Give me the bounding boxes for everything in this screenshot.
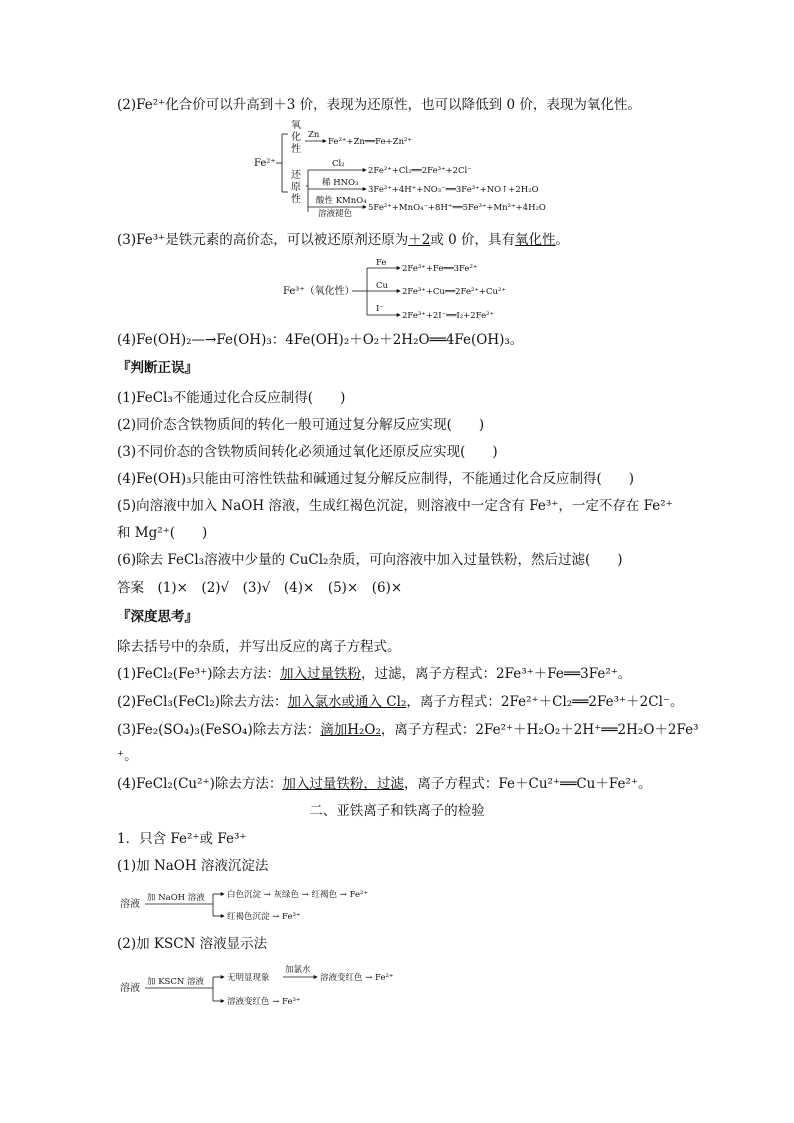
think-q2: (2)FeCl₃(FeCl₂)除去方法：加入氯水或通入 Cl₂，离子方程式：2Fe²⁺＋Cl₂══2Fe³⁺＋2Cl⁻。 (117, 694, 684, 710)
ox-label-3: 性 (291, 144, 301, 155)
think-title: 『深度思考』 (117, 609, 198, 625)
judge-item-6: (6)除去 FeCl₃溶液中少量的 CuCl₂杂质，可向溶液中加入过量铁粉，然后过滤( ) (117, 552, 623, 568)
ox-label-2: 化 (291, 132, 301, 143)
i-reagent: I⁻ (376, 304, 384, 314)
red-label-2: 原 (291, 182, 301, 193)
kscn-top-b: 溶液变红色 → Fe²⁺ (320, 973, 394, 983)
section2-sub1: 1．只含 Fe²⁺或 Fe³⁺ (117, 831, 247, 847)
judge-item-1: (1)FeCl₃不能通过化合反应制得( ) (117, 390, 346, 406)
kmno4-reagent: 酸性 KMnO₄ (316, 196, 367, 206)
think-q4: (4)FeCl₂(Cu²⁺)除去方法：加入过量铁粉，过滤，离子方程式：Fe＋Cu²⁺══Cu＋Fe²⁺。 (117, 776, 652, 792)
fe-equation: 2Fe³⁺+Fe══3Fe²⁺ (402, 264, 478, 274)
naoh-top-chain: 白色沉淀 → 灰绿色 → 红褐色 → Fe²⁺ (227, 890, 368, 900)
think-q3-cont: ⁺。 (117, 748, 138, 764)
naoh-bottom-chain: 红褐色沉淀 → Fe³⁺ (227, 912, 301, 922)
cl2-equation: 2Fe²⁺+Cl₂══2Fe³⁺+2Cl⁻ (368, 166, 472, 176)
kscn-top-reagent: 加氯水 (285, 965, 311, 975)
fe3-property-line: (3)Fe³⁺是铁元素的高价态，可以被还原剂还原为＋2或 0 价，具有氧化性。 (117, 232, 570, 248)
fe2-property-line: (2)Fe²⁺化合价可以升高到＋3 价，表现为还原性，也可以降低到 0 价，表现为氧化性。 (117, 97, 641, 113)
section2-title: 二、亚铁离子和铁离子的检验 (309, 803, 485, 819)
judge-item-3: (3)不同价态的含铁物质间转化必须通过氧化还原反应实现( ) (117, 444, 498, 460)
fe3-reaction-diagram (280, 256, 540, 324)
judge-item-5: (5)向溶液中加入 NaOH 溶液，生成红褐色沉淀，则溶液中一定含有 Fe³⁺，一定不存在 Fe²⁺ (117, 498, 673, 514)
hno3-reagent: 稀 HNO₃ (322, 178, 359, 188)
ox-label-1: 氧 (291, 120, 301, 131)
fe-reagent: Fe (376, 258, 387, 268)
kscn-start: 溶液 (120, 983, 140, 994)
kscn-reagent: 加 KSCN 溶液 (147, 977, 205, 987)
judge-item-4: (4)Fe(OH)₃只能由可溶性铁盐和碱通过复分解反应制得，不能通过化合反应制得( ) (117, 471, 635, 487)
i-equation: 2Fe³⁺+2I⁻══I₂+2Fe²⁺ (402, 311, 495, 321)
cu-reagent: Cu (376, 281, 388, 291)
think-intro: 除去括号中的杂质，并写出反应的离子方程式。 (117, 639, 401, 655)
naoh-reagent: 加 NaOH 溶液 (147, 893, 205, 903)
kmno4-note: 溶液褪色 (318, 209, 353, 219)
fe3-center-label: Fe³⁺（氧化性） (283, 286, 355, 297)
fe2-center-label: Fe²⁺ (254, 158, 276, 169)
hno3-equation: 3Fe²⁺+4H⁺+NO₃⁻══3Fe³⁺+NO↑+2H₂O (368, 185, 539, 195)
kscn-bottom-chain: 溶液变红色 → Fe³⁺ (227, 997, 301, 1007)
zn-reagent: Zn (308, 130, 320, 140)
judge-answer: 答案 (1)× (2)√ (3)√ (4)× (5)× (6)× (117, 580, 403, 596)
kscn-test-diagram (117, 961, 417, 1011)
fe2-reaction-diagram (250, 120, 570, 220)
red-label-3: 性 (291, 194, 301, 205)
red-label-1: 还 (291, 170, 301, 181)
kscn-top-a: 无明显现象 (227, 973, 270, 983)
cl2-reagent: Cl₂ (332, 159, 345, 169)
judge-title: 『判断正误』 (117, 360, 198, 376)
method-naoh: (1)加 NaOH 溶液沉淀法 (117, 858, 269, 874)
naoh-test-diagram (117, 882, 417, 926)
zn-equation: Fe²⁺+Zn══Fe+Zn²⁺ (328, 137, 412, 147)
hydroxide-line: (4)Fe(OH)₂—→Fe(OH)₃：4Fe(OH)₂＋O₂＋2H₂O══4Fe(OH)₃。 (117, 332, 524, 348)
think-q1: (1)FeCl₂(Fe³⁺)除去方法：加入过量铁粉，过滤，离子方程式：2Fe³⁺＋Fe══3Fe²⁺。 (117, 666, 632, 682)
judge-item-2: (2)同价态含铁物质间的转化一般可通过复分解反应实现( ) (117, 417, 485, 433)
kmno4-equation: 5Fe²⁺+MnO₄⁻+8H⁺══5Fe³⁺+Mn²⁺+4H₂O (368, 203, 546, 213)
method-kscn: (2)加 KSCN 溶液显示法 (117, 936, 268, 952)
cu-equation: 2Fe³⁺+Cu══2Fe²⁺+Cu²⁺ (402, 287, 506, 297)
judge-item-5-cont: 和 Mg²⁺( ) (117, 525, 208, 541)
naoh-start: 溶液 (120, 899, 140, 910)
think-q3: (3)Fe₂(SO₄)₃(FeSO₄)除去方法：滴加H₂O₂，离子方程式：2Fe²⁺＋H₂O₂＋2H⁺══2H₂O＋2Fe³ (117, 722, 699, 738)
